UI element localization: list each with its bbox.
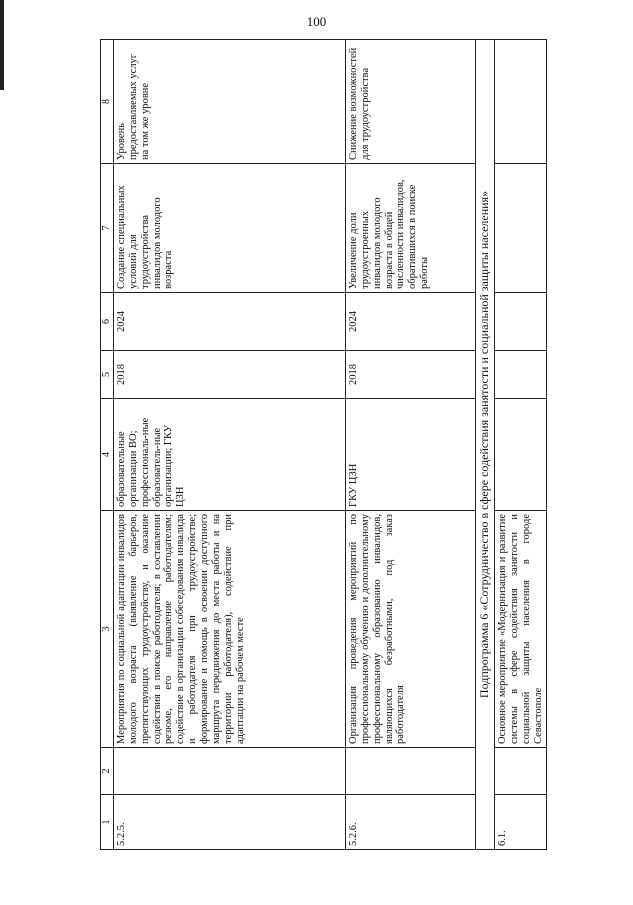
column-header: 1 bbox=[101, 795, 114, 850]
end-year: 2024 bbox=[114, 293, 346, 351]
rotated-table-wrapper bbox=[100, 40, 544, 850]
page-number: 100 bbox=[306, 14, 327, 29]
column-header: 3 bbox=[101, 511, 114, 748]
column-header: 2 bbox=[101, 748, 114, 795]
measures-table bbox=[100, 39, 547, 850]
measure-description: Организация проведения мероприятий по профессиональному обучению и дополнительному профессиональному образованию инвалидов, являющихся безработными, под заказ работодателя bbox=[346, 511, 476, 748]
start-year: 2018 bbox=[346, 351, 476, 399]
row-number: 5.2.6. bbox=[346, 795, 476, 850]
row-col2 bbox=[114, 748, 346, 795]
measure-executors: ГКУ ЦЗН bbox=[346, 399, 476, 511]
table-row bbox=[114, 40, 346, 850]
expected-result bbox=[495, 164, 547, 293]
risk-consequence: Уровень предоставляемых услуг на том же уровне bbox=[114, 40, 346, 164]
table-row bbox=[495, 40, 547, 850]
column-header: 4 bbox=[101, 399, 114, 511]
end-year bbox=[495, 293, 547, 351]
subprogram-row bbox=[476, 40, 495, 850]
expected-result: Увеличение доли трудоустроенных инвалидов молодого возраста в общей численности инвалидов, обратившихся в поиске работы bbox=[346, 164, 476, 293]
end-year: 2024 bbox=[346, 293, 476, 351]
header-row bbox=[101, 40, 114, 850]
column-header: 8 bbox=[101, 40, 114, 164]
column-header: 6 bbox=[101, 293, 114, 351]
measure-description: Мероприятия по социальной адаптации инвалидов молодого возраста (выявление барьеров, препятствующих трудоустройству, и оказание содействия в поиске работодателя; в составлении резюме, его направление работодателям; содействие в организации собеседования инвалида и работодателя при трудоустройстве; формирование и помощь в освоении доступного маршрута передвижения до места работы и на территории работодателя), содействие при адаптации на рабочем месте bbox=[114, 511, 346, 748]
start-year: 2018 bbox=[114, 351, 346, 399]
measure-description: Основное мероприятие «Модернизация и развитие системы в сфере содействия занятости и социальной защиты населения в городе Севастополе bbox=[495, 511, 547, 748]
measure-executors: образовательные организации ВО; профессиональ-ные образователь-ные организации; ГКУ ЦЗН bbox=[114, 399, 346, 511]
column-header: 5 bbox=[101, 351, 114, 399]
start-year bbox=[495, 351, 547, 399]
row-number: 6.1. bbox=[495, 795, 547, 850]
expected-result: Создание специальных условий для трудоустройства инвалидов молодого возраста bbox=[114, 164, 346, 293]
measure-executors bbox=[495, 399, 547, 511]
subprogram-title: Подпрограмма 6 «Сотрудничество в сфере содействия занятости и социальной защиты населения» bbox=[476, 40, 495, 850]
table-row bbox=[346, 40, 476, 850]
column-header: 7 bbox=[101, 164, 114, 293]
row-col2 bbox=[346, 748, 476, 795]
risk-consequence bbox=[495, 40, 547, 164]
row-number: 5.2.5. bbox=[114, 795, 346, 850]
risk-consequence: Снижение возможностей для трудоустройства bbox=[346, 40, 476, 164]
row-col2 bbox=[495, 748, 547, 795]
